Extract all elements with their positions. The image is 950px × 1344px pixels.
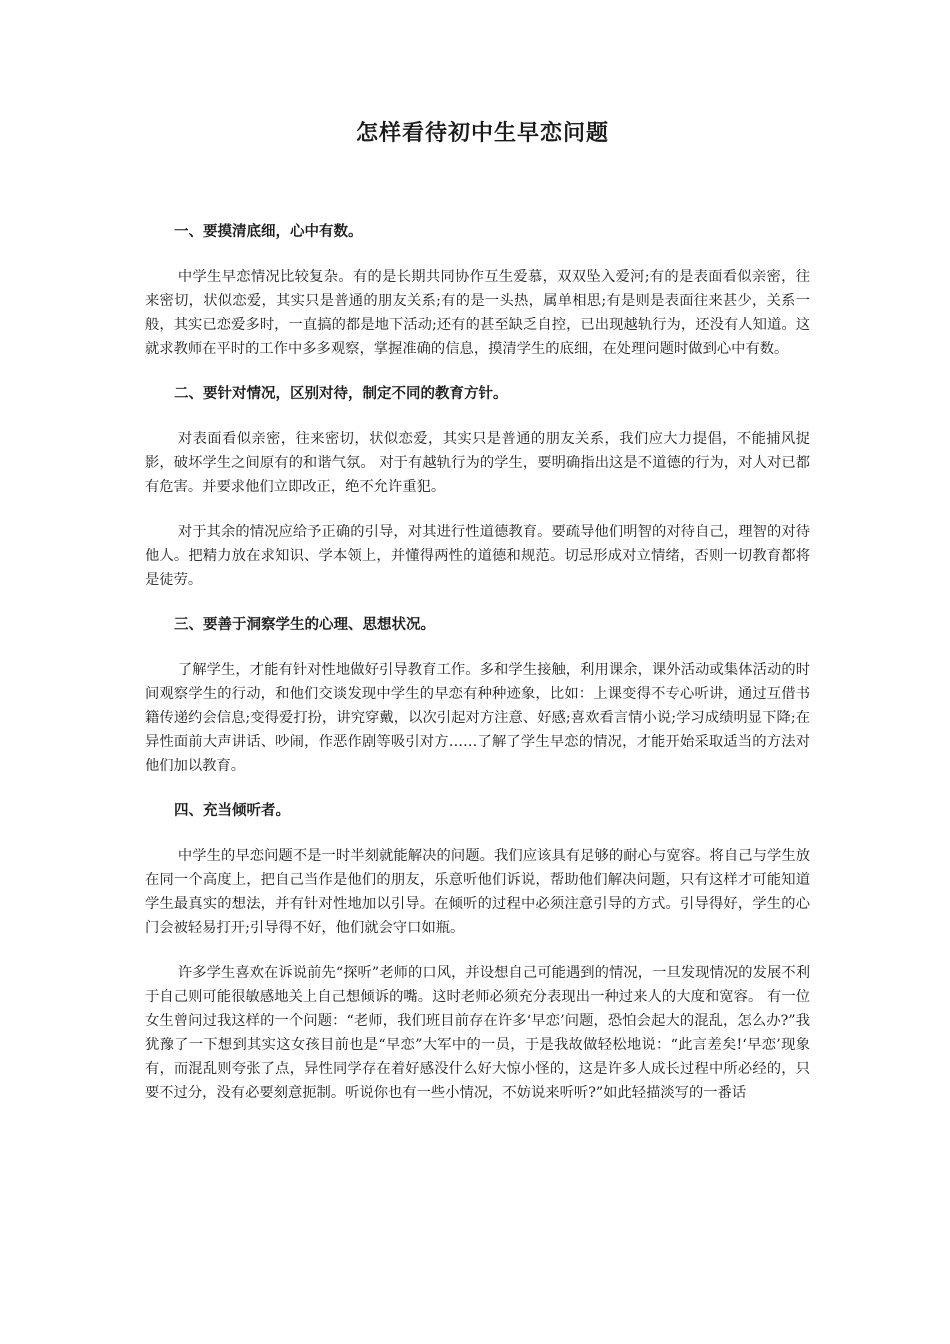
document-title: 怎样看待初中生早恋问题 bbox=[355, 121, 609, 146]
section-heading: 二、要针对情况，区别对待，制定不同的教育方针。 bbox=[174, 386, 508, 402]
section-3 bbox=[145, 613, 810, 778]
paragraph: 对表面看似亲密，往来密切，状似恋爱，其实只是普通的朋友关系，我们应大力提倡，不能捕风捉影，破坏学生之间原有的和谐气氛。 对于有越轨行为的学生，要明确指出这是不道德的行为，对人对已都有危害。并要求他们立即改正，绝不允许重犯。 bbox=[145, 431, 810, 495]
paragraph: 了解学生，才能有针对性地做好引导教育工作。多和学生接触，利用课余，课外活动或集体活动的时间观察学生的行动，和他们交谈发现中学生的早恋有种种迹象，比如：上课变得不专心听讲，通过互借书籍传递约会信息;变得爱打扮，讲究穿戴，以次引起对方注意、好感;喜欢看言情小说;学习成绩明显下降;在异性面前大声讲话、吵闹，作恶作剧等吸引对方……了解了学生早恋的情况，才能开始采取适当的方法对他们加以教育。 bbox=[145, 662, 810, 774]
section-heading: 四、充当倾听者。 bbox=[174, 803, 290, 819]
section-1 bbox=[145, 220, 810, 361]
section-heading: 三、要善于洞察学生的心理、思想状况。 bbox=[174, 617, 435, 633]
section-heading: 一、要摸清底细，心中有数。 bbox=[174, 224, 363, 240]
document-body bbox=[145, 220, 810, 1105]
paragraph: 对于其余的情况应给予正确的引导，对其进行性道德教育。要疏导他们明智的对待自己，理智的对待他人。把精力放在求知识、学本领上，并懂得两性的道德和规范。切忌形成对立情绪，否则一切教育都将是徒劳。 bbox=[145, 524, 810, 588]
paragraph: 许多学生喜欢在诉说前先“探听”老师的口风，并设想自己可能遇到的情况，一旦发现情况的发展不利于自己则可能很敏感地关上自己想倾诉的嘴。这时老师必须充分表现出一种过来人的大度和宽容。 有一位女生曾问过我这样的一个问题：“老师，我们班目前存在许多‘早恋’问题，恐怕会起大的混乱，怎么办?”我犹豫了一下想到其实这女孩目前也是“早恋”大军中的一员，于是我故做轻松地说：“此言差矣!‘早恋’现象有，而混乱则夸张了点，异性同学存在着好感没什么好大惊小怪的，这是许多人成长过程中所必经的，只要不过分，没有必要刻意扼制。听说你也有一些小情况，不妨说来听听?”如此轻描淡写的一番话 bbox=[145, 965, 810, 1101]
section-4 bbox=[145, 799, 810, 1105]
paragraph: 中学生的早恋问题不是一时半刻就能解决的问题。我们应该具有足够的耐心与宽容。将自己与学生放在同一个高度上，把自己当作是他们的朋友，乐意听他们诉说，帮助他们解决问题，只有这样才可能知道学生最真实的想法，并有针对性地加以引导。在倾听的过程中必须注意引导的方式。引导得好，学生的心门会被轻易打开;引导得不好，他们就会守口如瓶。 bbox=[145, 848, 810, 936]
section-2 bbox=[145, 382, 810, 592]
paragraph: 中学生早恋情况比较复杂。有的是长期共同协作互生爱慕，双双坠入爱河;有的是表面看似亲密，往来密切，状似恋爱，其实只是普通的朋友关系;有的是一头热，属单相思;有是则是表面往来甚少，关系一般，其实已恋爱多时，一直搞的都是地下活动;还有的甚至缺乏自控，已出现越轨行为，还没有人知道。这就求教师在平时的工作中多多观察，掌握准确的信息，摸清学生的底细，在处理问题时做到心中有数。 bbox=[145, 269, 810, 357]
